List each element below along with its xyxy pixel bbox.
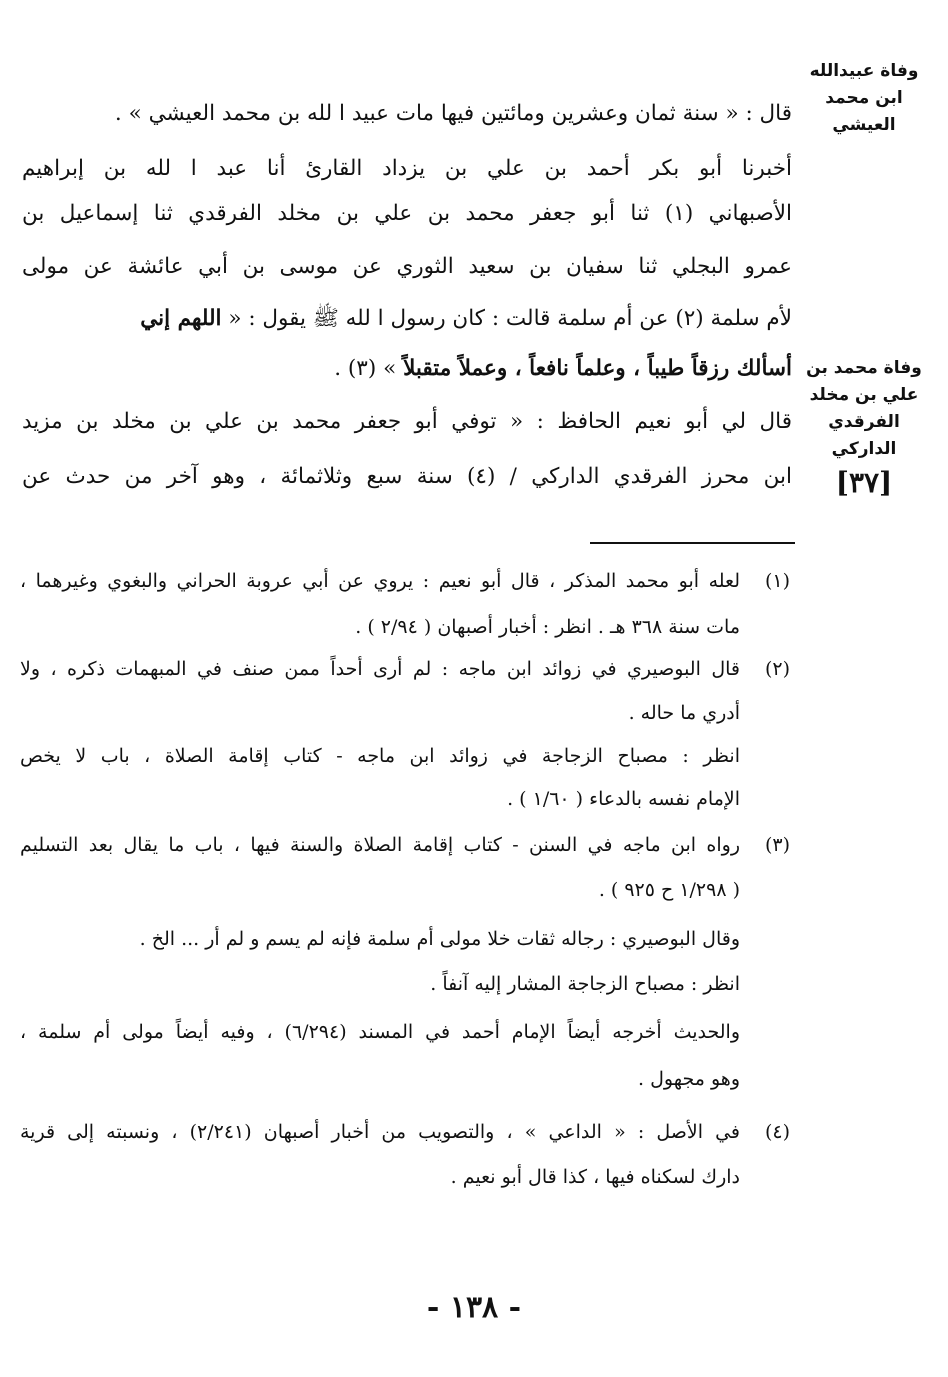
footnote-line: وهو مجهول . (638, 1068, 740, 1090)
text-segment: » (٣) . (334, 356, 397, 381)
footnote-line: والحديث أخرجه أيضاً الإمام أحمد في المسند (٦/٢٩٤) ، وفيه أيضاً مولى أم سلمة ، (20, 1021, 740, 1043)
footnote-number: (١) (764, 570, 790, 592)
footnote-line: انظر : مصباح الزجاجة المشار إليه آنفاً . (430, 973, 740, 995)
footnote-number: (٤) (764, 1121, 790, 1143)
side-note-line: وفاة عبيدالله (809, 61, 919, 81)
footnote-line: قال البوصيري في زوائد ابن ماجه : لم أرى أحداً ممن صنف في المبهمات ذكره ، ولا (20, 658, 740, 680)
side-note-line: الداركي (831, 439, 897, 459)
text-line: أخبرنا أبو بكر أحمد بن علي بن يزداد القارئ أنا عبد ا لله بن إبراهيم (22, 156, 792, 181)
side-note-line: العيشي (832, 115, 896, 135)
side-note-death-muhammad (794, 355, 934, 503)
footnote-line: رواه ابن ماجه في السنن - كتاب إقامة الصلاة والسنة فيها ، باب ما يقال بعد التسليم (20, 834, 740, 856)
side-note-death-ubaydallah (794, 58, 934, 139)
side-note-line: الفرقدي (828, 412, 900, 432)
footnote-separator (590, 542, 795, 544)
footnote-line: لعله أبو محمد المذكر ، قال أبو نعيم : يروي عن أبي عروبة الحراني والبغوي وغيرهما ، (20, 570, 740, 592)
footnote-line: وقال البوصيري : رجاله ثقات خلا مولى أم سلمة فإنه لم يسم و لم أر ... الخ . (139, 928, 740, 950)
side-note-line: علي بن مخلد (809, 385, 919, 405)
footnote-line: في الأصل : « الداعي » ، والتصويب من أخبار أصبهان (٢/٢٤١) ، ونسبته إلى قرية (20, 1121, 740, 1143)
footnote-line: ( ١/٢٩٨ ح ٩٢٥ ) . (598, 879, 740, 901)
text-line: ابن محرز الفرقدي الداركي / (٤) سنة سبع وثلاثمائة ، وهو آخر من حدث عن (22, 464, 792, 489)
page-number: - ١٣٨ - (426, 1290, 522, 1325)
hadith-text-bold: أسألك رزقاً طيباً ، وعلماً نافعاً ، وعملاً متقبلاً (403, 356, 792, 381)
footnote-line: دارك لسكناه فيها ، كذا قال أبو نعيم . (450, 1166, 740, 1188)
footnote-number: (٣) (764, 834, 790, 856)
hadith-text-bold: اللهم إني (140, 306, 222, 331)
text-line: قال لي أبو نعيم الحافظ : « توفي أبو جعفر محمد بن علي بن مخلد بن مزيد (22, 409, 792, 434)
text-line: الأصبهاني (١) ثنا أبو جعفر محمد بن علي بن مخلد الفرقدي ثنا إسماعيل بن (22, 201, 792, 226)
text-line: عمرو البجلي ثنا سفيان بن سعيد الثوري عن موسى بن أبي عائشة عن مولى (22, 254, 792, 279)
footnote-line: الإمام نفسه بالدعاء ( ١/٦٠ ) . (507, 788, 740, 810)
side-note-line: ابن محمد (825, 88, 903, 108)
footnote-number: (٢) (764, 658, 790, 680)
text-line (22, 340, 792, 398)
footnote-line: أدري ما حاله . (628, 702, 740, 724)
text-segment: لأم سلمة (٢) عن أم سلمة قالت : كان رسول ا لله ﷺ يقول : « (228, 306, 792, 331)
text-line: قال : « سنة ثمان وعشرين ومائتين فيها مات عبيد ا لله بن محمد العيشي » . (114, 101, 792, 126)
footnote-line: مات سنة ٣٦٨ هـ . انظر : أخبار أصبهان ( ٢/٩٤ ) . (355, 616, 740, 638)
side-note-line: وفاة محمد بن (806, 358, 922, 378)
page-reference-marker: [٣٧] (835, 466, 893, 499)
footnote-line: انظر : مصباح الزجاجة في زوائد ابن ماجه - كتاب إقامة الصلاة ، باب لا يخص (20, 745, 740, 767)
